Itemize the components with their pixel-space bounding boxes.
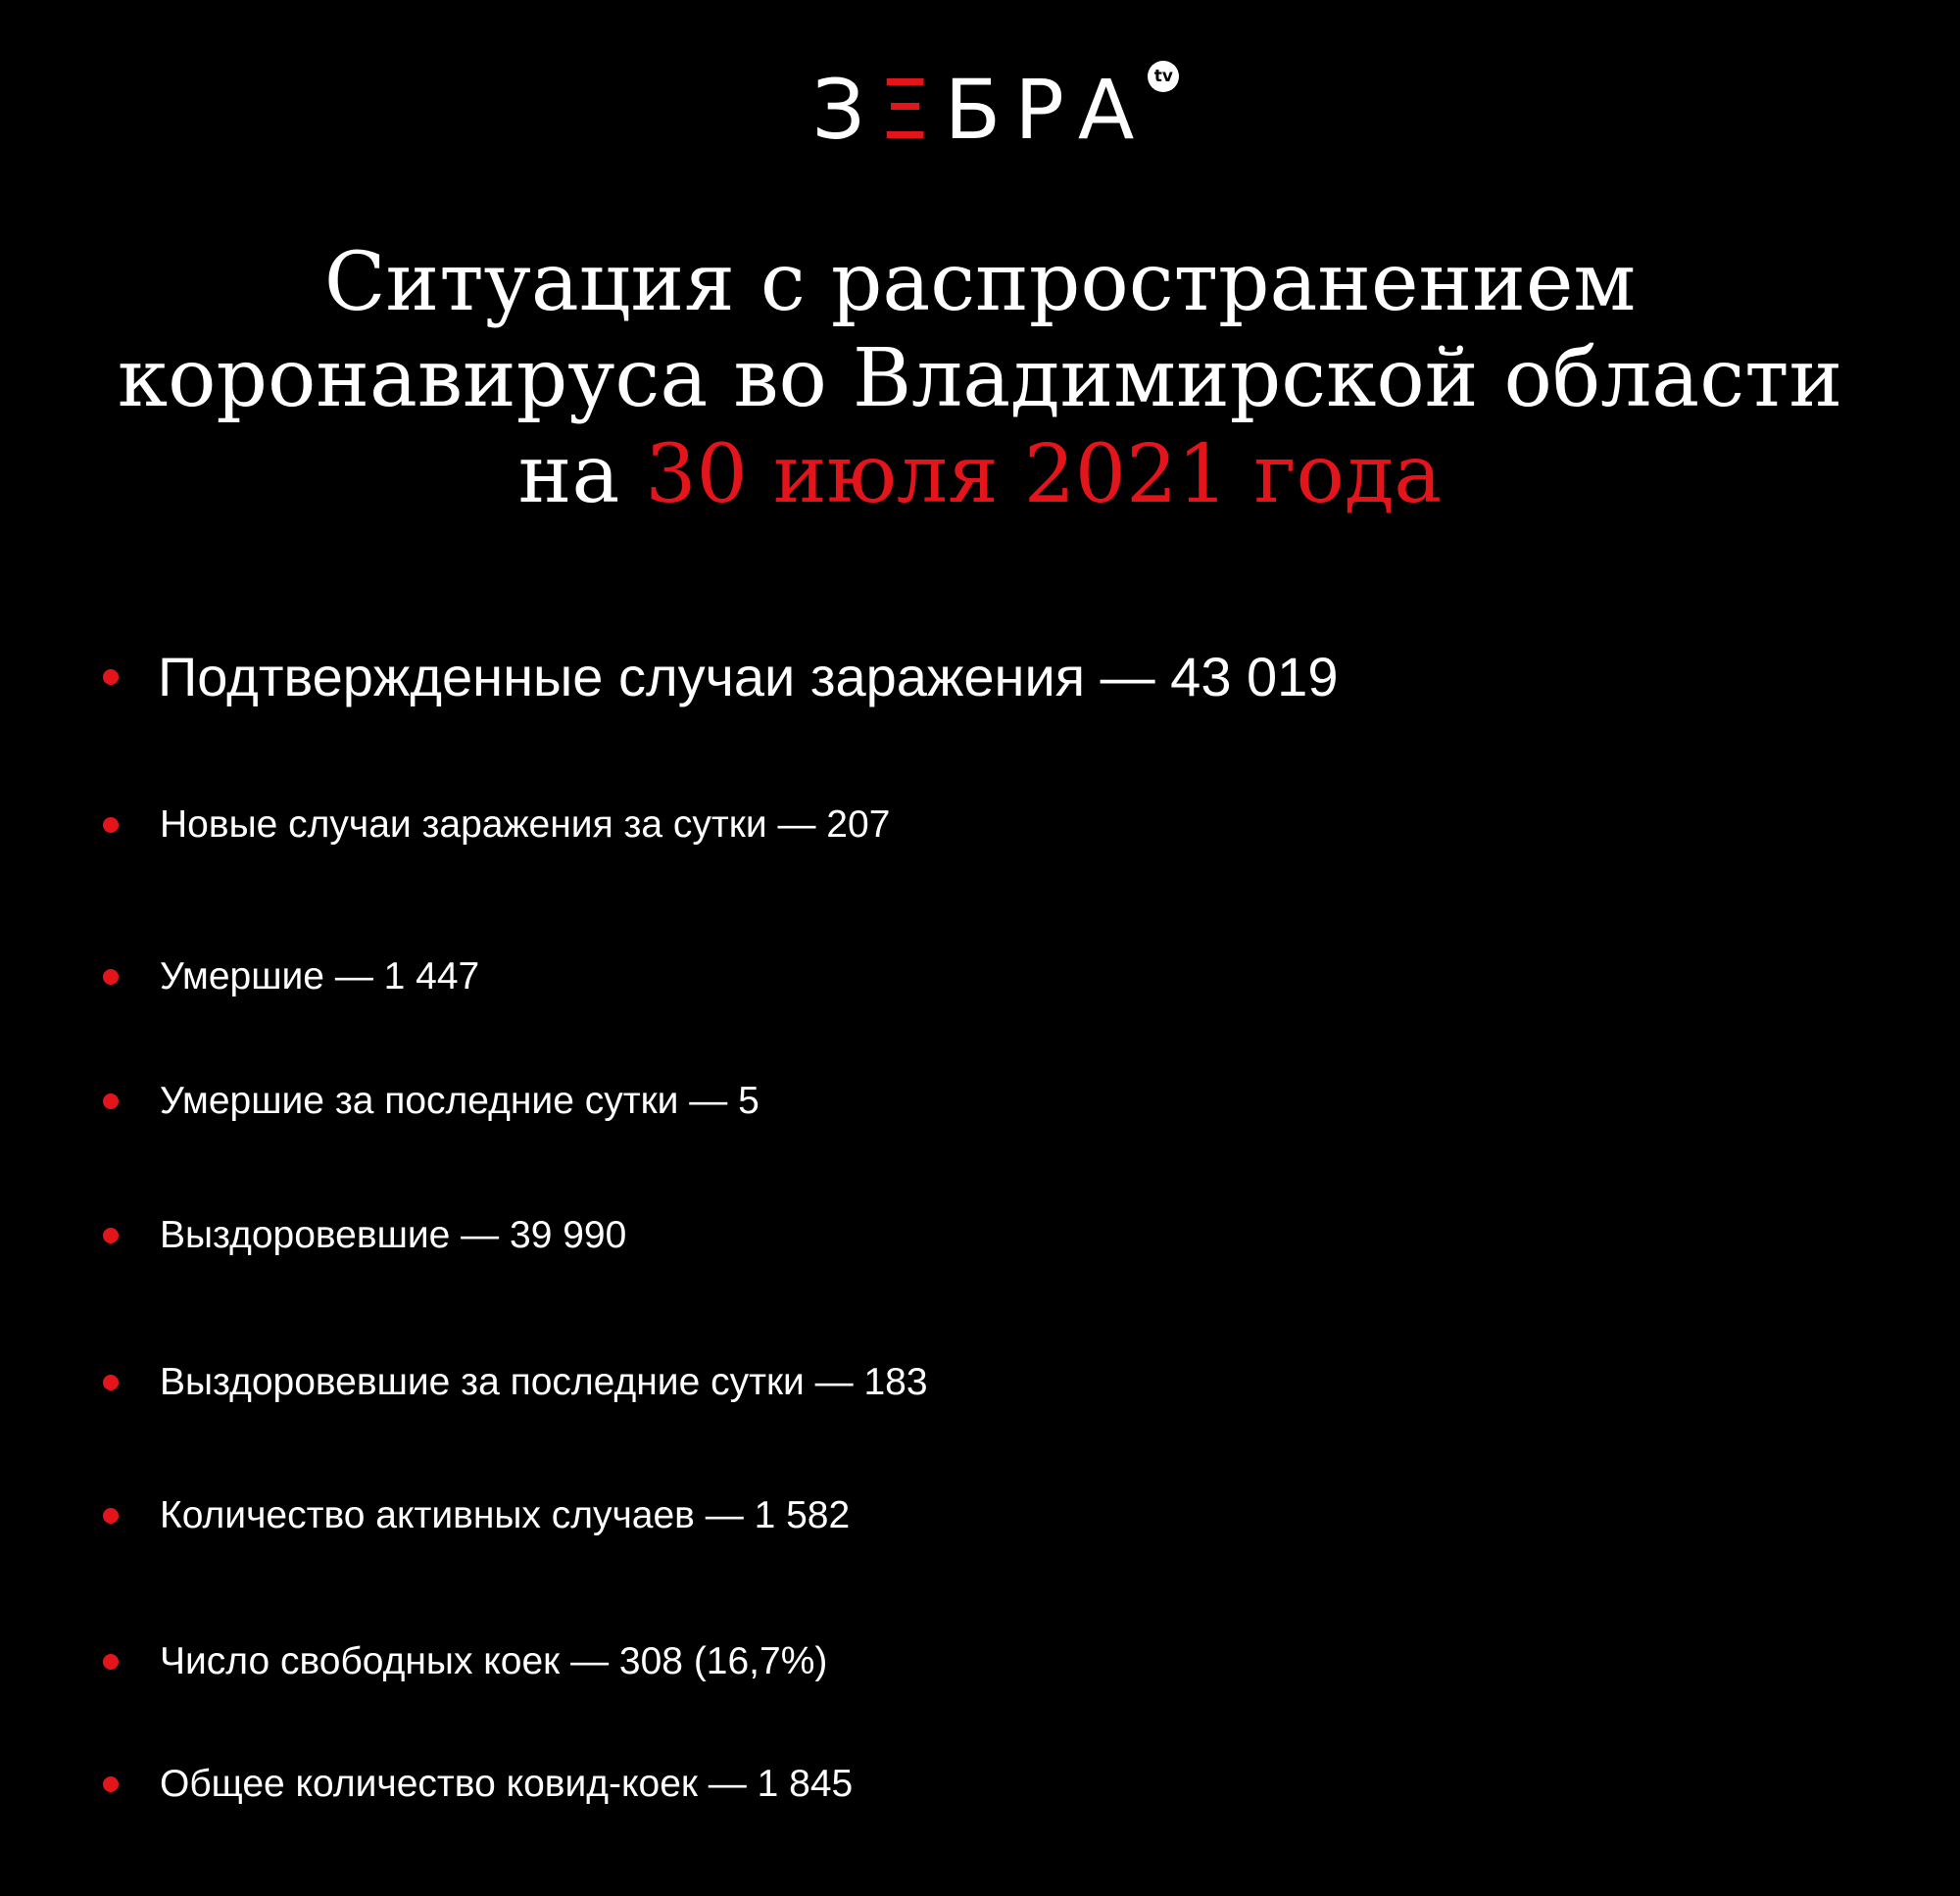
list-item-text: Число свободных коек — 308 (16,7%) xyxy=(160,1640,828,1682)
list-item-free-beds xyxy=(103,1642,827,1680)
logo-letters-bra: БРА xyxy=(944,62,1149,158)
list-item-text: Подтвержденные случаи заражения — 43 019 xyxy=(158,646,1339,707)
title-line-1: Ситуация с распространением xyxy=(323,236,1637,329)
logo-tv-badge: tv xyxy=(1148,61,1179,92)
list-item-text: Умершие — 1 447 xyxy=(160,955,480,997)
bullet-dot-icon xyxy=(103,1776,119,1792)
list-item-recovered-day xyxy=(103,1363,928,1401)
list-item-confirmed-cases xyxy=(103,646,1339,707)
list-item-text: Новые случаи заражения за сутки — 207 xyxy=(160,803,891,846)
list-item-total-beds xyxy=(103,1765,853,1803)
bullet-dot-icon xyxy=(103,969,119,985)
bullet-dot-icon xyxy=(103,1508,119,1524)
logo-letter-ze: З xyxy=(811,62,879,158)
list-item-new-cases xyxy=(103,805,890,844)
bullet-dot-icon xyxy=(103,1375,119,1390)
list-item-active-cases xyxy=(103,1496,850,1534)
bullet-dot-icon xyxy=(103,1228,119,1243)
logo-accent-letter: Ξ xyxy=(878,62,945,158)
list-item-text: Умершие за последние сутки — 5 xyxy=(160,1080,760,1122)
bullet-dot-icon xyxy=(103,669,119,685)
list-item-text: Выздоровевшие за последние сутки — 183 xyxy=(160,1361,928,1403)
list-item-deaths-day xyxy=(103,1082,760,1120)
bullet-dot-icon xyxy=(103,1094,119,1109)
title-date: 30 июля 2021 года xyxy=(645,428,1443,521)
list-item-text: Общее количество ковид-коек — 1 845 xyxy=(160,1763,854,1805)
bullet-dot-icon xyxy=(103,1654,119,1670)
list-item-deaths xyxy=(103,957,479,996)
list-item-text: Количество активных случаев — 1 582 xyxy=(160,1494,851,1536)
bullet-dot-icon xyxy=(103,817,119,833)
list-item-text: Выздоровевшие — 39 990 xyxy=(160,1214,627,1256)
title-date-prefix: на xyxy=(517,428,646,521)
list-item-recovered xyxy=(103,1216,626,1254)
title-line-2: коронавируса во Владимирской области xyxy=(117,332,1843,425)
